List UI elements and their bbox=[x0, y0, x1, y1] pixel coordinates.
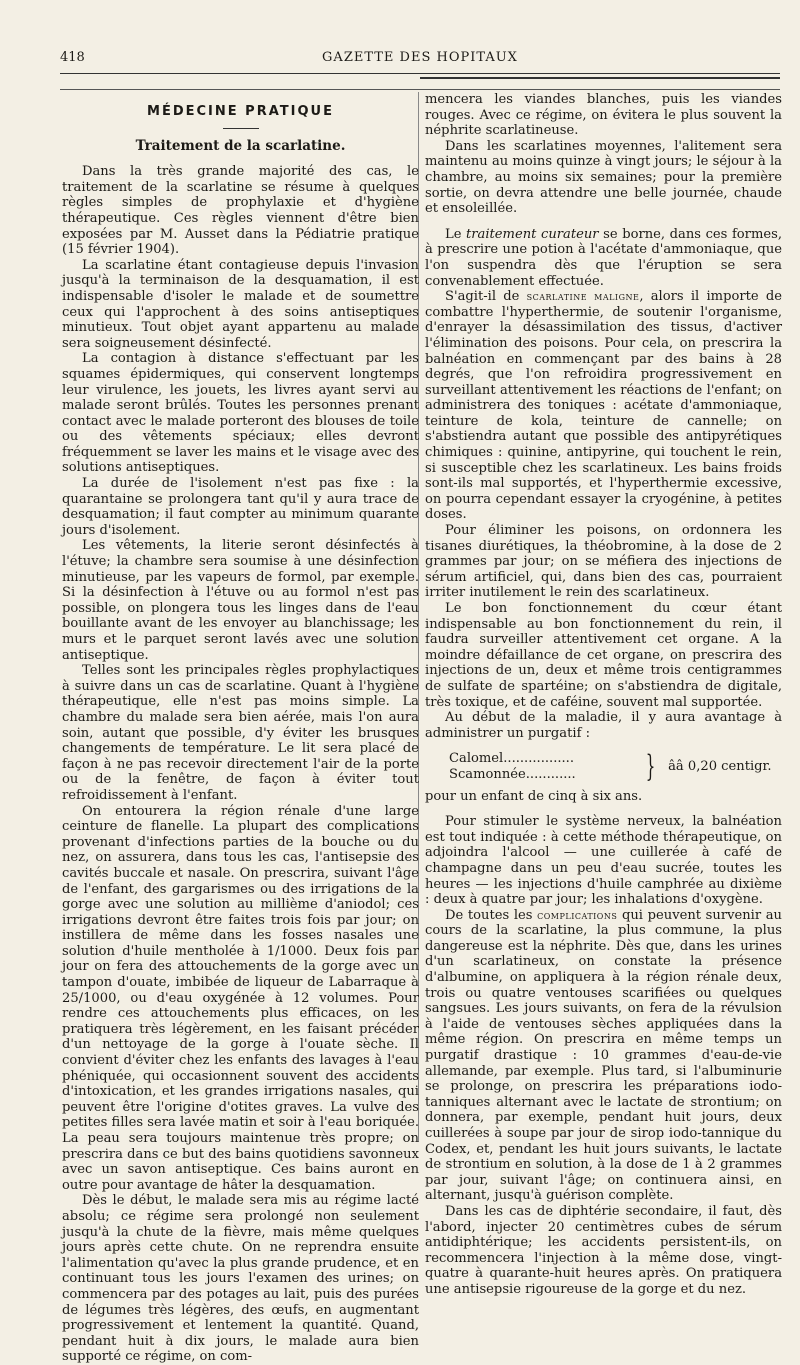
brace: } bbox=[645, 748, 656, 784]
small-caps: complications bbox=[537, 908, 618, 922]
right-column bbox=[425, 92, 782, 1298]
paragraph: La scarlatine étant contagieuse depuis l'invasion jusqu'à la terminaison de la desquamation, il est indispensable d'isoler le malade et de soumettre ceux qui l'approchent à des soins antiseptiques minutieux. Tout objet ayant appartenu au malade sera soigneusement désinfecté. bbox=[62, 257, 419, 351]
text: De toutes les bbox=[445, 907, 538, 923]
journal-title: GAZETTE DES HOPITAUX bbox=[322, 50, 518, 65]
paragraph bbox=[425, 908, 782, 1204]
paragraph: Dans la très grande majorité des cas, le traitement de la scarlatine se résume à quelques règles simples de prophylaxie et d'hygiène thérapeutique. Ces règles viennent d'être bien exposées par M. Ausset dans la Pédiatrie pratique (15 février 1904). bbox=[62, 164, 419, 258]
text: qui peuvent survenir au cours de la scarlatine, la plus commune, la plus dangereuse est la néphrite. Dès que, dans les urines d'un scarlatineux, on constate la présence d'albumine, on appliquera à la région rénale deux, trois ou quatre ventouses scarifiées ou quelques sangsues. Les jours suivants, on fera de la révulsion à l'aide de ventouses sèches appliquées dans la même région. On prescrira en même temps un purgatif drastique : 10 grammes d'eau-de-vie allemande, par exemple. Plus tard, si l'albuminurie se prolonge, on prescrira les préparations iodo-tanniques alternant avec le lactate de strontium; on donnera, par exemple, pendant huit jours, deux cuillerées à soupe par jour de sirop iodo-tannique du Codex, et, pendant les huit jours suivants, le lactate de strontium en solution, à la dose de 1 à 2 grammes par jour, suivant l'âge; on continuera ainsi, en alternant, jusqu'à guérison complète. bbox=[425, 907, 782, 1204]
paragraph bbox=[425, 289, 782, 523]
small-caps: scarlatine maligne bbox=[526, 290, 640, 304]
paragraph: mencera les viandes blanches, puis les viandes rouges. Avec ce régime, on évitera le plus souvent la néphrite scarlatineuse. bbox=[425, 92, 782, 139]
page-header bbox=[60, 50, 780, 72]
text: se borne, dans ces formes, à prescrire une potion à l'acétate d'ammoniaque, que l'on suspendra dès que l'éruption se sera convenablement effectuée. bbox=[425, 226, 782, 289]
paragraph: Telles sont les principales règles prophylactiques à suivre dans un cas de scarlatine. Quant à l'hygiène thérapeutique, elle n'est pas moins simple. La chambre du malade sera bien aérée, mais l'on aura soin, autant que possible, d'y éviter les brusques changements de température. Le lit sera placé de façon à ne pas recevoir directement l'air de la porte ou de la fenêtre, de façon à éviter tout refroidissement à l'enfant. bbox=[62, 663, 419, 803]
paragraph: Les vêtements, la literie seront désinfectés à l'étuve; la chambre sera soumise à une désinfection minutieuse, par les vapeurs de formol, par exemple. Si la désinfection à l'étuve ou au formol n'est pas possible, on plongera tous les linges dans de l'eau bouillante avant de les envoyer au blanchissage; les murs et le parquet seront lavés avec une solution antiseptique. bbox=[62, 538, 419, 663]
paragraph: On entourera la région rénale d'une large ceinture de flanelle. La plupart des complications provenant d'infections parties de la bouche ou du nez, on assurera, dans tous les cas, l'antisepsie des cavités buccale et nasale. On prescrira, suivant l'âge de l'enfant, des gargarismes ou des irrigations de la gorge avec une solution au millième d'aniodol; ces irrigations devront être faites trois fois par jour; on instillera de même dans les fosses nasales une solution d'huile mentholée à 1/1000. Deux fois par jour on fera des attouchements de la gorge avec un tampon d'ouate, imbibée de liqueur de Labarraque à 25/1000, ou d'eau oxygénée à 12 volumes. Pour rendre ces attouchements plus efficaces, on les pratiquera très légèrement, en les faisant précéder d'un nettoyage de la gorge à l'ouate sèche. Il convient d'éviter chez les enfants des lavages à l'eau phéniquée, qui occasionnent souvent des accidents d'intoxication, et les grandes irrigations nasales, qui peuvent être l'origine d'otites graves. La vulve des petites filles sera lavée matin et soir à l'eau boriquée. La peau sera toujours maintenue très propre; on prescrira dans ce but des bains quotidiens savonneux avec un savon antiseptique. Ces bains auront en outre pour avantage de hâter la desquamation. bbox=[62, 803, 419, 1193]
paragraph: Dans les scarlatines moyennes, l'alitement sera maintenu au moins quinze à vingt jours; le séjour à la chambre, au moins six semaines; pour la première sortie, on devra attendre une belle journée, chaude et ensoleillée. bbox=[425, 138, 782, 217]
header-rule-thick bbox=[420, 77, 780, 79]
paragraph: Pour éliminer les poisons, on ordonnera les tisanes diurétiques, la théobromine, à la dose de 2 grammes par jour; on se méfiera des injections de sérum artificiel, qui, dans bien des cas, pourraient irriter inutilement le rein des scarlatineux. bbox=[425, 523, 782, 601]
page-number: 418 bbox=[60, 50, 85, 65]
section-title: MÉDECINE PRATIQUE bbox=[147, 104, 334, 119]
prescription-dose: ââ 0,20 centigr. bbox=[668, 759, 772, 775]
prescription bbox=[449, 748, 782, 784]
drug-line: Scamonnée............ bbox=[449, 766, 576, 782]
drug-line: Calomel................. bbox=[449, 751, 575, 767]
paragraph: La contagion à distance s'effectuant par les squames épidermiques, qui conservent longtemps leur virulence, les jouets, les livres ayant servi au malade seront brûlés. Toutes les personnes prenant contact avec le malade porteront des blouses de toile ou des vêtements spéciaux; elles devront fréquemment se laver les mains et le visage avec des solutions antiseptiques. bbox=[62, 351, 419, 476]
left-column bbox=[62, 92, 419, 1365]
prescription-drugs bbox=[449, 751, 639, 782]
paragraph: pour un enfant de cinq à six ans. bbox=[425, 788, 643, 804]
text: , alors il importe de combattre l'hyperthermie, de soutenir l'organisme, d'enrayer la désassimilation des tissus, d'activer l'élimination des poisons. Pour cela, on prescrira la balnéation en commençant par des bains à 28 degrés, que l'on refroidira progressivement en surveillant attentivement les réactions de l'enfant; on administrera des toniques : acétate d'ammoniaque, teinture de kola, teinture de cannelle; on s'abstiendra autant que possible des antipyrétiques chimiques : quinine, antipyrine, qui touchent le rein, si susceptible chez les scarlatineux. Les bains froids sont-ils mal supportés, et l'hyperthermie excessive, on pourra cependant essayer la cryogénine, à petites doses. bbox=[425, 289, 782, 523]
paragraph: Dès le début, le malade sera mis au régime lacté absolu; ce régime sera prolongé non seulement jusqu'à la chute de la fièvre, mais même quelques jours après cette chute. On ne reprendra ensuite l'alimentation qu'avec la plus grande prudence, et en continuant tous les jours l'examen des urines; on commencera par des potages au lait, puis des purées de légumes très légères, des œufs, en augmentant progressivement et lentement la quantité. Quand, pendant huit à dix jours, le malade aura bien supporté ce régime, on com- bbox=[62, 1193, 419, 1365]
paragraph: Au début de la maladie, il y aura avantage à administrer un purgatif : bbox=[425, 710, 782, 741]
header-rule-lower bbox=[60, 89, 780, 90]
paragraph: La durée de l'isolement n'est pas fixe : la quarantaine se prolongera tant qu'il y aura trace de desquamation; il faut compter au minimum quarante jours d'isolement. bbox=[62, 476, 419, 538]
paragraph bbox=[425, 227, 782, 289]
title-rule bbox=[223, 128, 259, 129]
spacer bbox=[425, 217, 782, 227]
emphasis: traitement curateur bbox=[466, 226, 599, 242]
header-rule bbox=[60, 73, 780, 74]
paragraph: Le bon fonctionnement du cœur étant indispensable au bon fonctionnement du rein, il faudra surveiller attentivement cet organe. A la moindre défaillance de cet organe, on prescrira des injections de un, deux et même trois centigrammes de sulfate de spartéine; on s'abstiendra de digitale, très toxique, et de caféine, souvent mal supportée. bbox=[425, 601, 782, 710]
spacer bbox=[425, 804, 782, 814]
article-title: Traitement de la scarlatine. bbox=[135, 137, 346, 154]
paragraph: Dans les cas de diphtérie secondaire, il faut, dès l'abord, injecter 20 centimètres cubes de sérum antidiphtérique; les accidents persistent-ils, on recommencera l'injection à la même dose, vingt-quatre à quarante-huit heures après. On pratiquera une antisepsie rigoureuse de la gorge et du nez. bbox=[425, 1203, 782, 1297]
text: Le bbox=[445, 226, 467, 242]
paragraph: Pour stimuler le système nerveux, la balnéation est tout indiquée : à cette méthode thérapeutique, on adjoindra l'alcool — une cuillerée à café de champagne dans un peu d'eau sucrée, toutes les heures — les injections d'huile camphrée au dixième : deux à quatre par jour; les inhalations d'oxygène. bbox=[425, 814, 782, 908]
text: S'agit-il de bbox=[445, 289, 527, 305]
